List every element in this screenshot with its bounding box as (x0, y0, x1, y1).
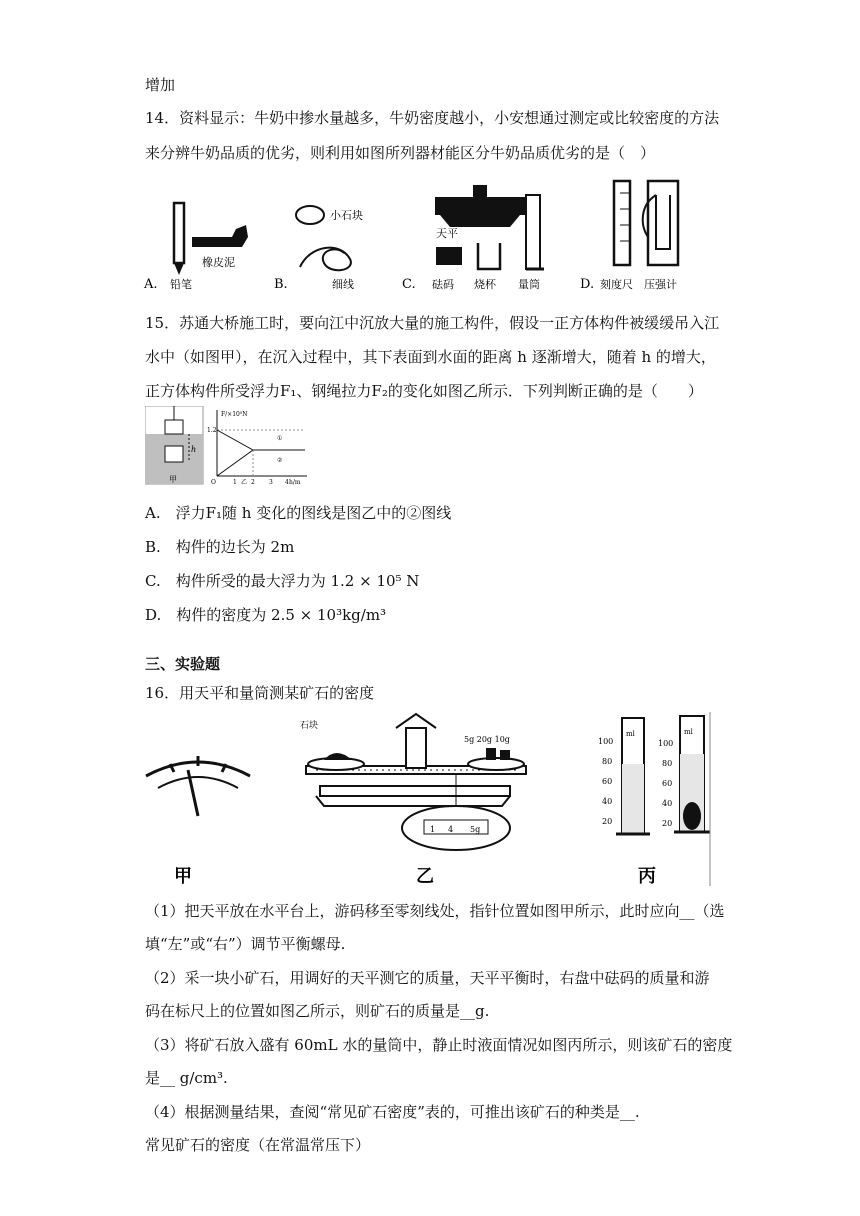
option-c-letter: C. (402, 277, 416, 292)
cyl1-tick-20: 20 (602, 817, 613, 826)
q14-options-figure (140, 175, 680, 295)
q15-stem-line3: 正方体构件所受浮力F₁、钢绳拉力F₂的变化如图乙所示．下列判断正确的是（ ） (145, 382, 703, 400)
caption-bing: 丙 (638, 866, 656, 887)
scale-tick-1: 1 (430, 825, 436, 834)
q16-figure (140, 706, 720, 888)
cyl2-tick-60: 60 (662, 779, 673, 788)
curve-label-1: ① (277, 435, 283, 442)
cyl2-tick-40: 40 (662, 799, 673, 808)
cyl1-unit: ml (626, 730, 635, 738)
cyl1-tick-60: 60 (602, 777, 613, 786)
q14-stem-line1: 14．资料显示：牛奶中掺水量越多，牛奶密度越小，小安想通过测定或比较密度的方法 (145, 109, 720, 127)
scale-tick-5g: 5g (470, 825, 481, 834)
graduated-cylinder-icon (526, 195, 544, 269)
caption-jia: 甲 (174, 866, 192, 887)
option-c-label-1: 天平 (436, 227, 458, 240)
option-c-label-2: 砝码 (432, 278, 454, 291)
option-b-label-2: 细线 (332, 278, 354, 291)
q16-part3-line2: 是__ g/cm³. (145, 1069, 228, 1087)
cube-component (165, 446, 183, 462)
y-axis-label: F/×10⁵N (221, 411, 248, 418)
option-a-label-1: 铅笔 (170, 278, 192, 291)
q15-figure (145, 406, 310, 486)
q15-option-c: C. 构件所受的最大浮力为 1.2 × 10⁵ N (145, 572, 420, 590)
curve-2 (217, 450, 305, 476)
q16-part2-line2: 码在标尺上的位置如图乙所示，则矿石的质量是__g. (145, 1002, 490, 1020)
option-b-label-1: 小石块 (330, 209, 363, 222)
section-title: 三、实验题 (145, 655, 221, 673)
option-d-letter: D. (580, 277, 595, 292)
thread-icon (300, 248, 351, 271)
q16-part3-line1: （3）将矿石放入盛有 60mL 水的量筒中，静止时液面情况如图丙所示，则该矿石的密度 (145, 1036, 733, 1054)
q15-stem-line2: 水中（如图甲），在沉入过程中，其下表面到水面的距离 h 逐渐增大，随着 h 的增大， (145, 348, 716, 366)
q16-part1-line2: 填“左”或“右”）调节平衡螺母. (145, 935, 346, 953)
q16-stem: 16．用天平和量筒测某矿石的密度 (145, 684, 375, 702)
figure-yi-caption: 乙 (241, 479, 248, 486)
q15-stem-line1: 15．苏通大桥施工时，要向江中沉放大量的施工构件，假设一正方体构件被缓缓吊入江 (145, 314, 720, 332)
pointer-dial-icon (146, 756, 250, 816)
cylinder-after-icon (674, 712, 710, 886)
cyl1-tick-40: 40 (602, 797, 613, 806)
ruler-icon (614, 181, 630, 265)
option-c-label-4: 量筒 (518, 278, 540, 291)
option-d-label-1: 刻度尺 (600, 278, 633, 291)
x-tick-3: 3 (269, 479, 273, 486)
x-tick-1: 1 (233, 479, 237, 486)
figure-jia-caption: 甲 (169, 475, 177, 484)
scale-tick-4: 4 (448, 825, 454, 834)
q16-part4-line1: （4）根据测量结果，查阅“常见矿石密度”表的，可推出该矿石的种类是__. (145, 1103, 640, 1121)
option-b-letter: B. (274, 277, 288, 292)
q15-option-d: D. 构件的密度为 2.5 × 10³kg/m³ (145, 606, 387, 624)
q14-stem-line2: 来分辨牛奶品质的优劣，则利用如图所列器材能区分牛奶品质优劣的是（ ） (145, 144, 656, 162)
option-c-label-3: 烧杯 (474, 278, 496, 291)
x-axis-label: h/m (289, 479, 301, 486)
mineral-density-table-title: 常见矿石的密度（在常温常压下） (145, 1136, 371, 1154)
q15-option-b: B. 构件的边长为 2m (145, 538, 295, 556)
stone-icon (296, 206, 324, 224)
q16-part2-line1: （2）采一块小矿石，用调好的天平测它的质量，天平平衡时，右盘中砝码的质量和游 (145, 969, 710, 987)
h-label: h (191, 445, 197, 454)
option-a-label-2: 橡皮泥 (202, 256, 235, 269)
weights-icon (436, 247, 462, 265)
x-tick-2: 2 (251, 479, 255, 486)
balance-icon (435, 185, 525, 227)
option-a-letter: A. (144, 277, 158, 292)
curve-label-2: ② (277, 457, 283, 464)
x-tick-0: O (211, 479, 216, 486)
beaker-icon (478, 243, 500, 269)
caption-yi: 乙 (416, 866, 434, 887)
previous-answer-fragment: 增加 (145, 76, 176, 94)
cyl2-tick-20: 20 (662, 819, 673, 828)
cyl1-tick-100: 100 (598, 737, 614, 746)
curve-1 (217, 430, 305, 450)
cyl2-tick-100: 100 (658, 739, 674, 748)
y-tick-1-2: 1.2 (207, 427, 217, 434)
pressure-gauge-icon (643, 181, 678, 265)
cyl2-tick-80: 80 (662, 759, 673, 768)
q15-option-a: A. 浮力F₁随 h 变化的图线是图乙中的②图线 (145, 504, 452, 522)
weights-label: 5g 20g 10g (464, 735, 510, 744)
pencil-icon (174, 203, 184, 275)
cyl2-unit: ml (684, 728, 693, 736)
cyl1-tick-80: 80 (602, 757, 613, 766)
clay-icon (192, 225, 248, 247)
x-tick-4: 4 (285, 479, 289, 486)
option-d-label-2: 压强计 (644, 278, 677, 291)
stone-label: 石块 (300, 721, 319, 731)
q16-part1-line1: （1）把天平放在水平台上，游码移至零刻线处，指针位置如图甲所示，此时应向__（选 (145, 902, 725, 920)
